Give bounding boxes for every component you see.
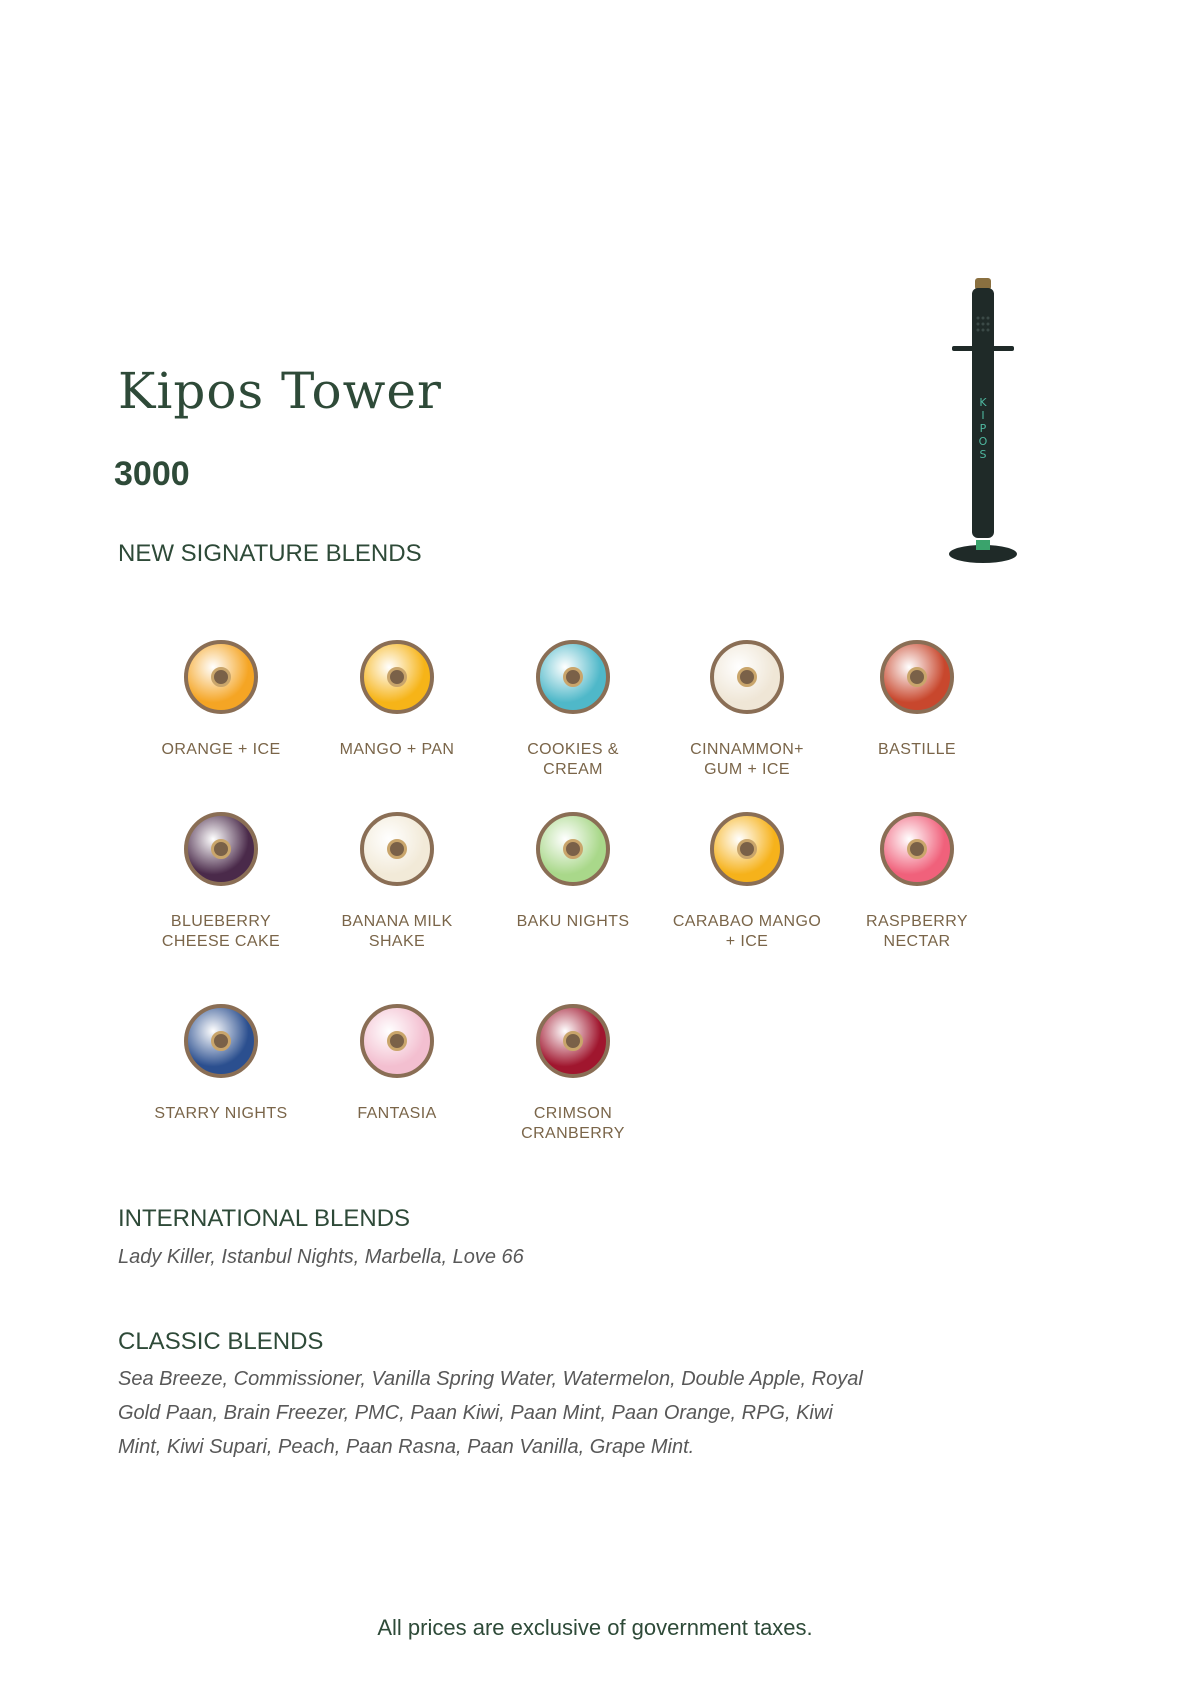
blend-label: ORANGE + ICE: [161, 741, 281, 758]
classic-heading: CLASSIC BLENDS: [118, 1328, 324, 1355]
blend-label: CINNAMMON+ GUM + ICE: [690, 741, 804, 778]
bowl-center: [737, 667, 757, 687]
blend-label: MANGO + PAN: [339, 741, 455, 758]
blend-label: FANTASIA: [357, 1105, 437, 1122]
blend-label: BAKU NIGHTS: [516, 913, 630, 930]
blend-item: [312, 1004, 482, 1124]
blend-item: [662, 812, 832, 952]
bowl-center: [563, 667, 583, 687]
blend-item: [832, 640, 1002, 760]
bowl-center: [907, 667, 927, 687]
blend-item: [136, 640, 306, 760]
bowl-center: [387, 667, 407, 687]
blend-label: BANANA MILK SHAKE: [341, 913, 453, 950]
blend-bowl-image: [536, 812, 610, 886]
blend-label: STARRY NIGHTS: [154, 1105, 288, 1122]
blend-bowl-image: [880, 812, 954, 886]
blend-item: [312, 640, 482, 760]
blend-label: COOKIES & CREAM: [527, 741, 619, 778]
blend-item: [136, 812, 306, 952]
blend-bowl-image: [360, 640, 434, 714]
bowl-center: [387, 1031, 407, 1051]
blend-item: [488, 1004, 658, 1144]
blend-bowl-image: [880, 640, 954, 714]
hookah-tower-image: [948, 278, 1018, 568]
bowl-center: [387, 839, 407, 859]
classic-list: Sea Breeze, Commissioner, Vanilla Spring Water, Watermelon, Double Apple, Royal Gold Paan, Brain Freezer, PMC, Paan Kiwi, Paan Mint, Paan Orange, RPG, Kiwi Mint, Kiwi Supari, Peach, Paan Rasna, Paan Vanilla, Grape Mint.: [118, 1368, 863, 1458]
blend-bowl-image: [360, 812, 434, 886]
blend-item: [488, 812, 658, 932]
blend-bowl-image: [184, 812, 258, 886]
bowl-center: [907, 839, 927, 859]
blend-item: [136, 1004, 306, 1124]
international-list: Lady Killer, Istanbul Nights, Marbella, Love 66: [118, 1246, 524, 1268]
tower-letter: K I P O S: [978, 396, 988, 461]
blend-item: [662, 640, 832, 780]
blend-label: RASPBERRY NECTAR: [865, 913, 968, 950]
blend-bowl-image: [710, 812, 784, 886]
blend-bowl-image: [184, 1004, 258, 1078]
blend-label: BLUEBERRY CHEESE CAKE: [161, 913, 281, 950]
blend-item: [488, 640, 658, 780]
blend-label: CARABAO MANGO + ICE: [672, 913, 822, 950]
bowl-center: [737, 839, 757, 859]
bowl-center: [211, 1031, 231, 1051]
blend-label: BASTILLE: [878, 741, 956, 758]
price: 3000: [114, 455, 190, 493]
signature-heading: NEW SIGNATURE BLENDS: [118, 540, 422, 567]
bowl-center: [211, 839, 231, 859]
blend-bowl-image: [710, 640, 784, 714]
bowl-center: [563, 839, 583, 859]
blend-bowl-image: [536, 640, 610, 714]
blend-item: [832, 812, 1002, 952]
page-title: Kipos Tower: [118, 362, 442, 420]
bowl-center: [563, 1031, 583, 1051]
blend-bowl-image: [184, 640, 258, 714]
blend-bowl-image: [536, 1004, 610, 1078]
blend-bowl-image: [360, 1004, 434, 1078]
blend-label: CRIMSON CRANBERRY: [521, 1105, 625, 1142]
international-heading: INTERNATIONAL BLENDS: [118, 1205, 411, 1232]
bowl-center: [211, 667, 231, 687]
tax-note: All prices are exclusive of government taxes.: [377, 1615, 813, 1640]
blend-item: [312, 812, 482, 952]
